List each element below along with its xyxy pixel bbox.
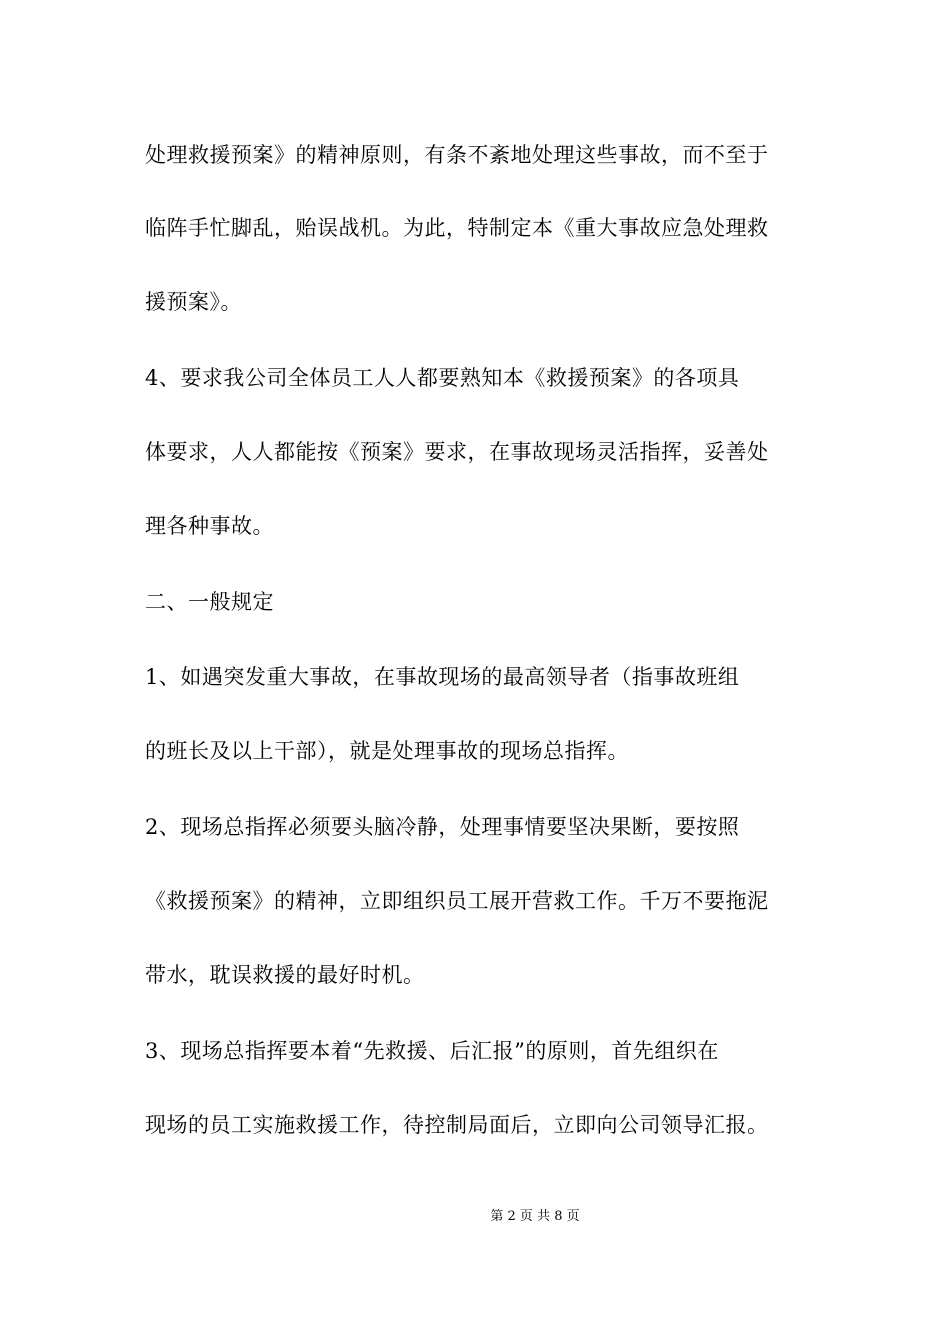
body-line-3: 援预案》。 <box>145 290 242 314</box>
body-line-11: 《救援预案》的精神，立即组织员工展开营救工作。千万不要拖泥 <box>145 889 769 913</box>
body-line-13: 3、现场总指挥要本着“先救援、后汇报”的原则，首先组织在 <box>145 1039 719 1063</box>
body-line-14: 现场的员工实施救援工作，待控制局面后，立即向公司领导汇报。 <box>145 1113 769 1137</box>
section-heading: 二、一般规定 <box>145 590 274 614</box>
body-line-10: 2、现场总指挥必须要头脑冷静，处理事情要坚决果断，要按照 <box>145 815 740 839</box>
body-line-2: 临阵手忙脚乱，贻误战机。为此，特制定本《重大事故应急处理救 <box>145 216 769 240</box>
page-number: 第 2 页 共 8 页 <box>490 1209 580 1224</box>
body-line-6: 理各种事故。 <box>145 514 274 538</box>
body-line-9: 的班长及以上干部），就是处理事故的现场总指挥。 <box>145 739 629 763</box>
body-line-4: 4、要求我公司全体员工人人都要熟知本《救援预案》的各项具 <box>145 366 740 390</box>
body-line-1: 处理救援预案》的精神原则，有条不紊地处理这些事故，而不至于 <box>145 143 769 167</box>
body-line-5: 体要求，人人都能按《预案》要求，在事故现场灵活指挥，妥善处 <box>145 440 769 464</box>
body-line-12: 带水，耽误救援的最好时机。 <box>145 963 425 987</box>
body-line-8: 1、如遇突发重大事故，在事故现场的最高领导者（指事故班组 <box>145 665 740 689</box>
page-footer <box>0 1209 950 1225</box>
